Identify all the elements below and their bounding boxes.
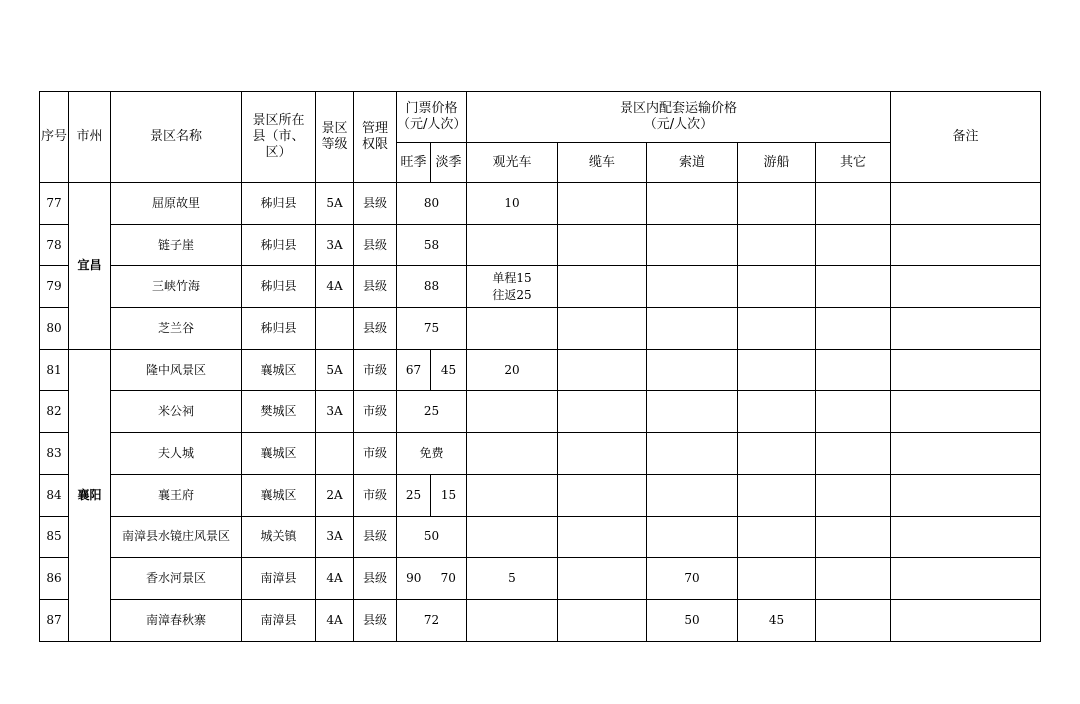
cell-ticket: 免费 (397, 433, 467, 475)
cell-cruise (738, 266, 816, 308)
cell-cruise (738, 224, 816, 266)
cell-other (816, 183, 891, 225)
cell-sightseeing-car (467, 308, 558, 350)
cell-cruise (738, 558, 816, 600)
cell-level: 3A (316, 391, 354, 433)
cell-ticket: 80 (397, 183, 467, 225)
cell-cable-car (558, 474, 647, 516)
cell-level (316, 308, 354, 350)
cell-authority: 市级 (354, 474, 397, 516)
cell-authority: 市级 (354, 349, 397, 391)
cell-level: 3A (316, 516, 354, 558)
cell-cable-car (558, 266, 647, 308)
cell-level: 4A (316, 599, 354, 641)
cell-name: 南漳春秋寨 (111, 599, 242, 641)
header-sightseeing-car: 观光车 (467, 143, 558, 183)
cell-cruise (738, 474, 816, 516)
cell-off: 15 (431, 474, 467, 516)
cell-authority: 县级 (354, 308, 397, 350)
header-remark: 备注 (891, 92, 1041, 183)
cell-level (316, 433, 354, 475)
cell-ticket: 75 (397, 308, 467, 350)
cell-name: 隆中风景区 (111, 349, 242, 391)
cell-other (816, 266, 891, 308)
cell-remark (891, 224, 1041, 266)
cell-authority: 市级 (354, 433, 397, 475)
cell-authority: 市级 (354, 391, 397, 433)
cell-authority: 县级 (354, 599, 397, 641)
header-level: 景区 等级 (316, 92, 354, 183)
cell-county: 秭归县 (242, 183, 316, 225)
table-row (40, 266, 1041, 308)
cell-sightseeing-car (467, 224, 558, 266)
cell-ropeway (647, 349, 738, 391)
cell-seq: 80 (40, 308, 69, 350)
cell-cable-car (558, 308, 647, 350)
cell-remark (891, 391, 1041, 433)
header-ticket-price: 门票价格 （元/人次） (397, 92, 467, 143)
table-row (40, 474, 1041, 516)
cell-city-yichang: 宜昌 (69, 183, 111, 350)
cell-cruise: 45 (738, 599, 816, 641)
cell-other (816, 558, 891, 600)
cell-remark (891, 266, 1041, 308)
header-name: 景区名称 (111, 92, 242, 183)
cell-county: 城关镇 (242, 516, 316, 558)
cell-ticket: 50 (397, 516, 467, 558)
cell-remark (891, 349, 1041, 391)
cell-off: 70 (431, 558, 467, 600)
cell-seq: 87 (40, 599, 69, 641)
cell-sightseeing-car (467, 433, 558, 475)
cell-ropeway: 70 (647, 558, 738, 600)
cell-other (816, 599, 891, 641)
cell-other (816, 308, 891, 350)
header-authority: 管理 权限 (354, 92, 397, 183)
cell-remark (891, 433, 1041, 475)
cell-county: 秭归县 (242, 266, 316, 308)
cell-name: 香水河景区 (111, 558, 242, 600)
table-row (40, 391, 1041, 433)
scenic-price-table (39, 91, 1041, 642)
cell-seq: 79 (40, 266, 69, 308)
cell-name: 米公祠 (111, 391, 242, 433)
cell-seq: 81 (40, 349, 69, 391)
cell-authority: 县级 (354, 183, 397, 225)
table-row (40, 433, 1041, 475)
cell-authority: 县级 (354, 266, 397, 308)
cell-cruise (738, 433, 816, 475)
cell-cruise (738, 391, 816, 433)
cell-ticket: 25 (397, 391, 467, 433)
header-other: 其它 (816, 143, 891, 183)
cell-name: 三峡竹海 (111, 266, 242, 308)
cell-sightseeing-car: 单程15 往返25 (467, 266, 558, 308)
cell-seq: 84 (40, 474, 69, 516)
header-peak: 旺季 (397, 143, 431, 183)
cell-seq: 82 (40, 391, 69, 433)
cell-ropeway: 50 (647, 599, 738, 641)
cell-remark (891, 474, 1041, 516)
cell-remark (891, 558, 1041, 600)
cell-seq: 86 (40, 558, 69, 600)
cell-name: 链子崖 (111, 224, 242, 266)
header-cable-car: 缆车 (558, 143, 647, 183)
cell-county: 秭归县 (242, 224, 316, 266)
cell-level: 4A (316, 266, 354, 308)
cell-peak: 90 (397, 558, 431, 600)
table-row (40, 558, 1041, 600)
cell-cable-car (558, 224, 647, 266)
cell-level: 4A (316, 558, 354, 600)
cell-off: 45 (431, 349, 467, 391)
cell-other (816, 433, 891, 475)
cell-level: 3A (316, 224, 354, 266)
table-row (40, 183, 1041, 225)
cell-sightseeing-car (467, 516, 558, 558)
cell-name: 夫人城 (111, 433, 242, 475)
cell-ropeway (647, 433, 738, 475)
cell-ticket: 58 (397, 224, 467, 266)
cell-ropeway (647, 308, 738, 350)
cell-seq: 77 (40, 183, 69, 225)
cell-sightseeing-car (467, 474, 558, 516)
cell-ropeway (647, 516, 738, 558)
cell-ropeway (647, 266, 738, 308)
cell-county: 襄城区 (242, 474, 316, 516)
cell-cable-car (558, 558, 647, 600)
cell-name: 芝兰谷 (111, 308, 242, 350)
cell-seq: 78 (40, 224, 69, 266)
header-off: 淡季 (431, 143, 467, 183)
header-county: 景区所在 县（市、 区） (242, 92, 316, 183)
cell-ropeway (647, 183, 738, 225)
header-ropeway: 索道 (647, 143, 738, 183)
cell-remark (891, 516, 1041, 558)
cell-ticket: 72 (397, 599, 467, 641)
cell-ticket: 88 (397, 266, 467, 308)
header-seq: 序号 (40, 92, 69, 183)
cell-peak: 67 (397, 349, 431, 391)
cell-county: 襄城区 (242, 433, 316, 475)
cell-remark (891, 183, 1041, 225)
cell-cruise (738, 349, 816, 391)
cell-authority: 县级 (354, 558, 397, 600)
cell-sightseeing-car: 10 (467, 183, 558, 225)
cell-authority: 县级 (354, 224, 397, 266)
cell-other (816, 349, 891, 391)
cell-cruise (738, 308, 816, 350)
cell-level: 5A (316, 349, 354, 391)
cell-level: 2A (316, 474, 354, 516)
cell-seq: 85 (40, 516, 69, 558)
cell-cable-car (558, 433, 647, 475)
table-row (40, 224, 1041, 266)
cell-ropeway (647, 224, 738, 266)
cell-other (816, 516, 891, 558)
cell-cable-car (558, 183, 647, 225)
table-row (40, 599, 1041, 641)
cell-cruise (738, 183, 816, 225)
cell-peak: 25 (397, 474, 431, 516)
table-row (40, 349, 1041, 391)
cell-remark (891, 599, 1041, 641)
cell-county: 南漳县 (242, 599, 316, 641)
cell-other (816, 391, 891, 433)
cell-other (816, 224, 891, 266)
cell-cruise (738, 516, 816, 558)
cell-cable-car (558, 599, 647, 641)
cell-cable-car (558, 516, 647, 558)
cell-authority: 县级 (354, 516, 397, 558)
table-row (40, 308, 1041, 350)
header-transport-price: 景区内配套运输价格 （元/人次） (467, 92, 891, 143)
cell-sightseeing-car: 5 (467, 558, 558, 600)
cell-other (816, 474, 891, 516)
header-city: 市州 (69, 92, 111, 183)
cell-city-xiangyang: 襄阳 (69, 349, 111, 641)
cell-ropeway (647, 474, 738, 516)
cell-name: 襄王府 (111, 474, 242, 516)
cell-cable-car (558, 349, 647, 391)
cell-county: 襄城区 (242, 349, 316, 391)
cell-cable-car (558, 391, 647, 433)
cell-county: 樊城区 (242, 391, 316, 433)
cell-county: 南漳县 (242, 558, 316, 600)
cell-name: 南漳县水镜庄风景区 (111, 516, 242, 558)
cell-name: 屈原故里 (111, 183, 242, 225)
header-cruise: 游船 (738, 143, 816, 183)
cell-level: 5A (316, 183, 354, 225)
cell-county: 秭归县 (242, 308, 316, 350)
cell-sightseeing-car (467, 599, 558, 641)
cell-ropeway (647, 391, 738, 433)
cell-remark (891, 308, 1041, 350)
cell-sightseeing-car (467, 391, 558, 433)
cell-sightseeing-car: 20 (467, 349, 558, 391)
cell-seq: 83 (40, 433, 69, 475)
table-row (40, 516, 1041, 558)
